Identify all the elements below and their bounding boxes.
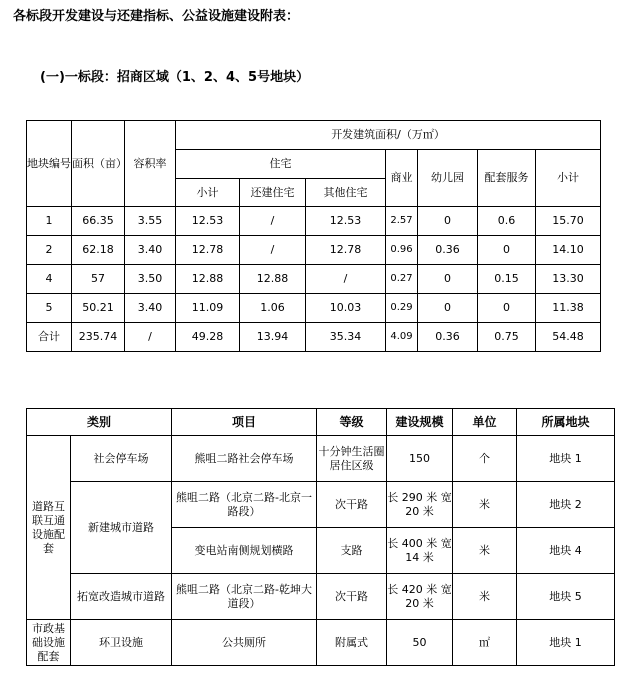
header-plot-no: 地块编号 <box>27 121 72 207</box>
plot: 地块 4 <box>517 528 615 574</box>
subcategory: 环卫设施 <box>71 620 172 666</box>
table-row <box>27 294 601 323</box>
cell: 1 <box>27 207 72 236</box>
development-indicators-table <box>26 120 601 352</box>
cell: 57 <box>72 265 125 294</box>
subcategory: 社会停车场 <box>71 436 172 482</box>
subcategory: 新建城市道路 <box>71 482 172 574</box>
header-category: 类别 <box>27 409 172 436</box>
cell: 0 <box>418 207 478 236</box>
cell: 50.21 <box>72 294 125 323</box>
plot: 地块 2 <box>517 482 615 528</box>
cell: 0.36 <box>418 323 478 352</box>
cell: 235.74 <box>72 323 125 352</box>
unit: 米 <box>453 482 517 528</box>
cell: 3.55 <box>125 207 176 236</box>
header-total: 小计 <box>536 150 601 207</box>
cell: 12.88 <box>176 265 240 294</box>
subcategory: 拓宽改造城市道路 <box>71 574 172 620</box>
table-row-total <box>27 323 601 352</box>
unit: 米 <box>453 528 517 574</box>
scale: 长 400 米 宽 14 米 <box>387 528 453 574</box>
project: 熊咀二路（北京二路-乾坤大道段） <box>172 574 317 620</box>
header-res-subtotal: 小计 <box>176 179 240 207</box>
scale: 长 290 米 宽 20 米 <box>387 482 453 528</box>
table-row <box>27 436 615 482</box>
table-row <box>27 236 601 265</box>
cell: 5 <box>27 294 72 323</box>
plot: 地块 1 <box>517 436 615 482</box>
cell: 13.94 <box>240 323 306 352</box>
cell: 4.09 <box>386 323 418 352</box>
cell: 10.03 <box>306 294 386 323</box>
unit: ㎡ <box>453 620 517 666</box>
cell: 13.30 <box>536 265 601 294</box>
unit: 个 <box>453 436 517 482</box>
header-scale: 建设规模 <box>387 409 453 436</box>
header-area: 面积（亩） <box>72 121 125 207</box>
cell: 12.78 <box>306 236 386 265</box>
cell: 35.34 <box>306 323 386 352</box>
cell: 11.38 <box>536 294 601 323</box>
cell: 12.53 <box>176 207 240 236</box>
project: 熊咀二路（北京二路-北京一路段） <box>172 482 317 528</box>
cell: / <box>306 265 386 294</box>
header-commercial: 商业 <box>386 150 418 207</box>
level: 十分钟生活圈居住区级 <box>317 436 387 482</box>
table-row <box>27 574 615 620</box>
header-kindergarten: 幼儿园 <box>418 150 478 207</box>
cell: 0 <box>418 294 478 323</box>
table-row <box>27 207 601 236</box>
cell: 0 <box>478 236 536 265</box>
scale: 150 <box>387 436 453 482</box>
cell: 3.40 <box>125 236 176 265</box>
cell: 1.06 <box>240 294 306 323</box>
cell: 11.09 <box>176 294 240 323</box>
table-row <box>27 620 615 666</box>
header-project: 项目 <box>172 409 317 436</box>
cell: 49.28 <box>176 323 240 352</box>
document-title: 各标段开发建设与还建指标、公益设施建设附表： <box>13 9 300 24</box>
level: 次干路 <box>317 482 387 528</box>
cell: / <box>240 236 306 265</box>
level: 支路 <box>317 528 387 574</box>
cell: 14.10 <box>536 236 601 265</box>
plot: 地块 5 <box>517 574 615 620</box>
cell: 2.57 <box>386 207 418 236</box>
cell: 12.88 <box>240 265 306 294</box>
cell: 12.78 <box>176 236 240 265</box>
project: 熊咀二路社会停车场 <box>172 436 317 482</box>
plot: 地块 1 <box>517 620 615 666</box>
unit: 米 <box>453 574 517 620</box>
cell: 4 <box>27 265 72 294</box>
cell: 54.48 <box>536 323 601 352</box>
table-row <box>27 265 601 294</box>
cell: 2 <box>27 236 72 265</box>
header-res-other: 其他住宅 <box>306 179 386 207</box>
cell: / <box>125 323 176 352</box>
header-service: 配套服务 <box>478 150 536 207</box>
cell: 0 <box>478 294 536 323</box>
category-municipal: 市政基础设施配套 <box>27 620 71 666</box>
cell: 0.29 <box>386 294 418 323</box>
cell: / <box>240 207 306 236</box>
section-title: (一)一标段：招商区域（1、2、4、5号地块） <box>40 70 310 85</box>
cell: 0.15 <box>478 265 536 294</box>
cell: 15.70 <box>536 207 601 236</box>
cell: 0.96 <box>386 236 418 265</box>
header-unit: 单位 <box>453 409 517 436</box>
cell: 3.40 <box>125 294 176 323</box>
project: 公共厕所 <box>172 620 317 666</box>
public-facilities-table <box>26 408 615 666</box>
scale: 50 <box>387 620 453 666</box>
level: 次干路 <box>317 574 387 620</box>
header-far: 容积率 <box>125 121 176 207</box>
cell: 合计 <box>27 323 72 352</box>
category-road: 道路互联互通设施配套 <box>27 436 71 620</box>
cell: 12.53 <box>306 207 386 236</box>
table-row <box>27 482 615 528</box>
header-level: 等级 <box>317 409 387 436</box>
scale: 长 420 米 宽 20 米 <box>387 574 453 620</box>
cell: 0.36 <box>418 236 478 265</box>
header-res-rebuild: 还建住宅 <box>240 179 306 207</box>
project: 变电站南侧规划横路 <box>172 528 317 574</box>
header-gfa: 开发建筑面积/（万㎡） <box>176 121 601 150</box>
cell: 0.75 <box>478 323 536 352</box>
cell: 0 <box>418 265 478 294</box>
cell: 66.35 <box>72 207 125 236</box>
cell: 62.18 <box>72 236 125 265</box>
level: 附属式 <box>317 620 387 666</box>
header-plot: 所属地块 <box>517 409 615 436</box>
cell: 3.50 <box>125 265 176 294</box>
cell: 0.27 <box>386 265 418 294</box>
cell: 0.6 <box>478 207 536 236</box>
header-residential: 住宅 <box>176 150 386 179</box>
